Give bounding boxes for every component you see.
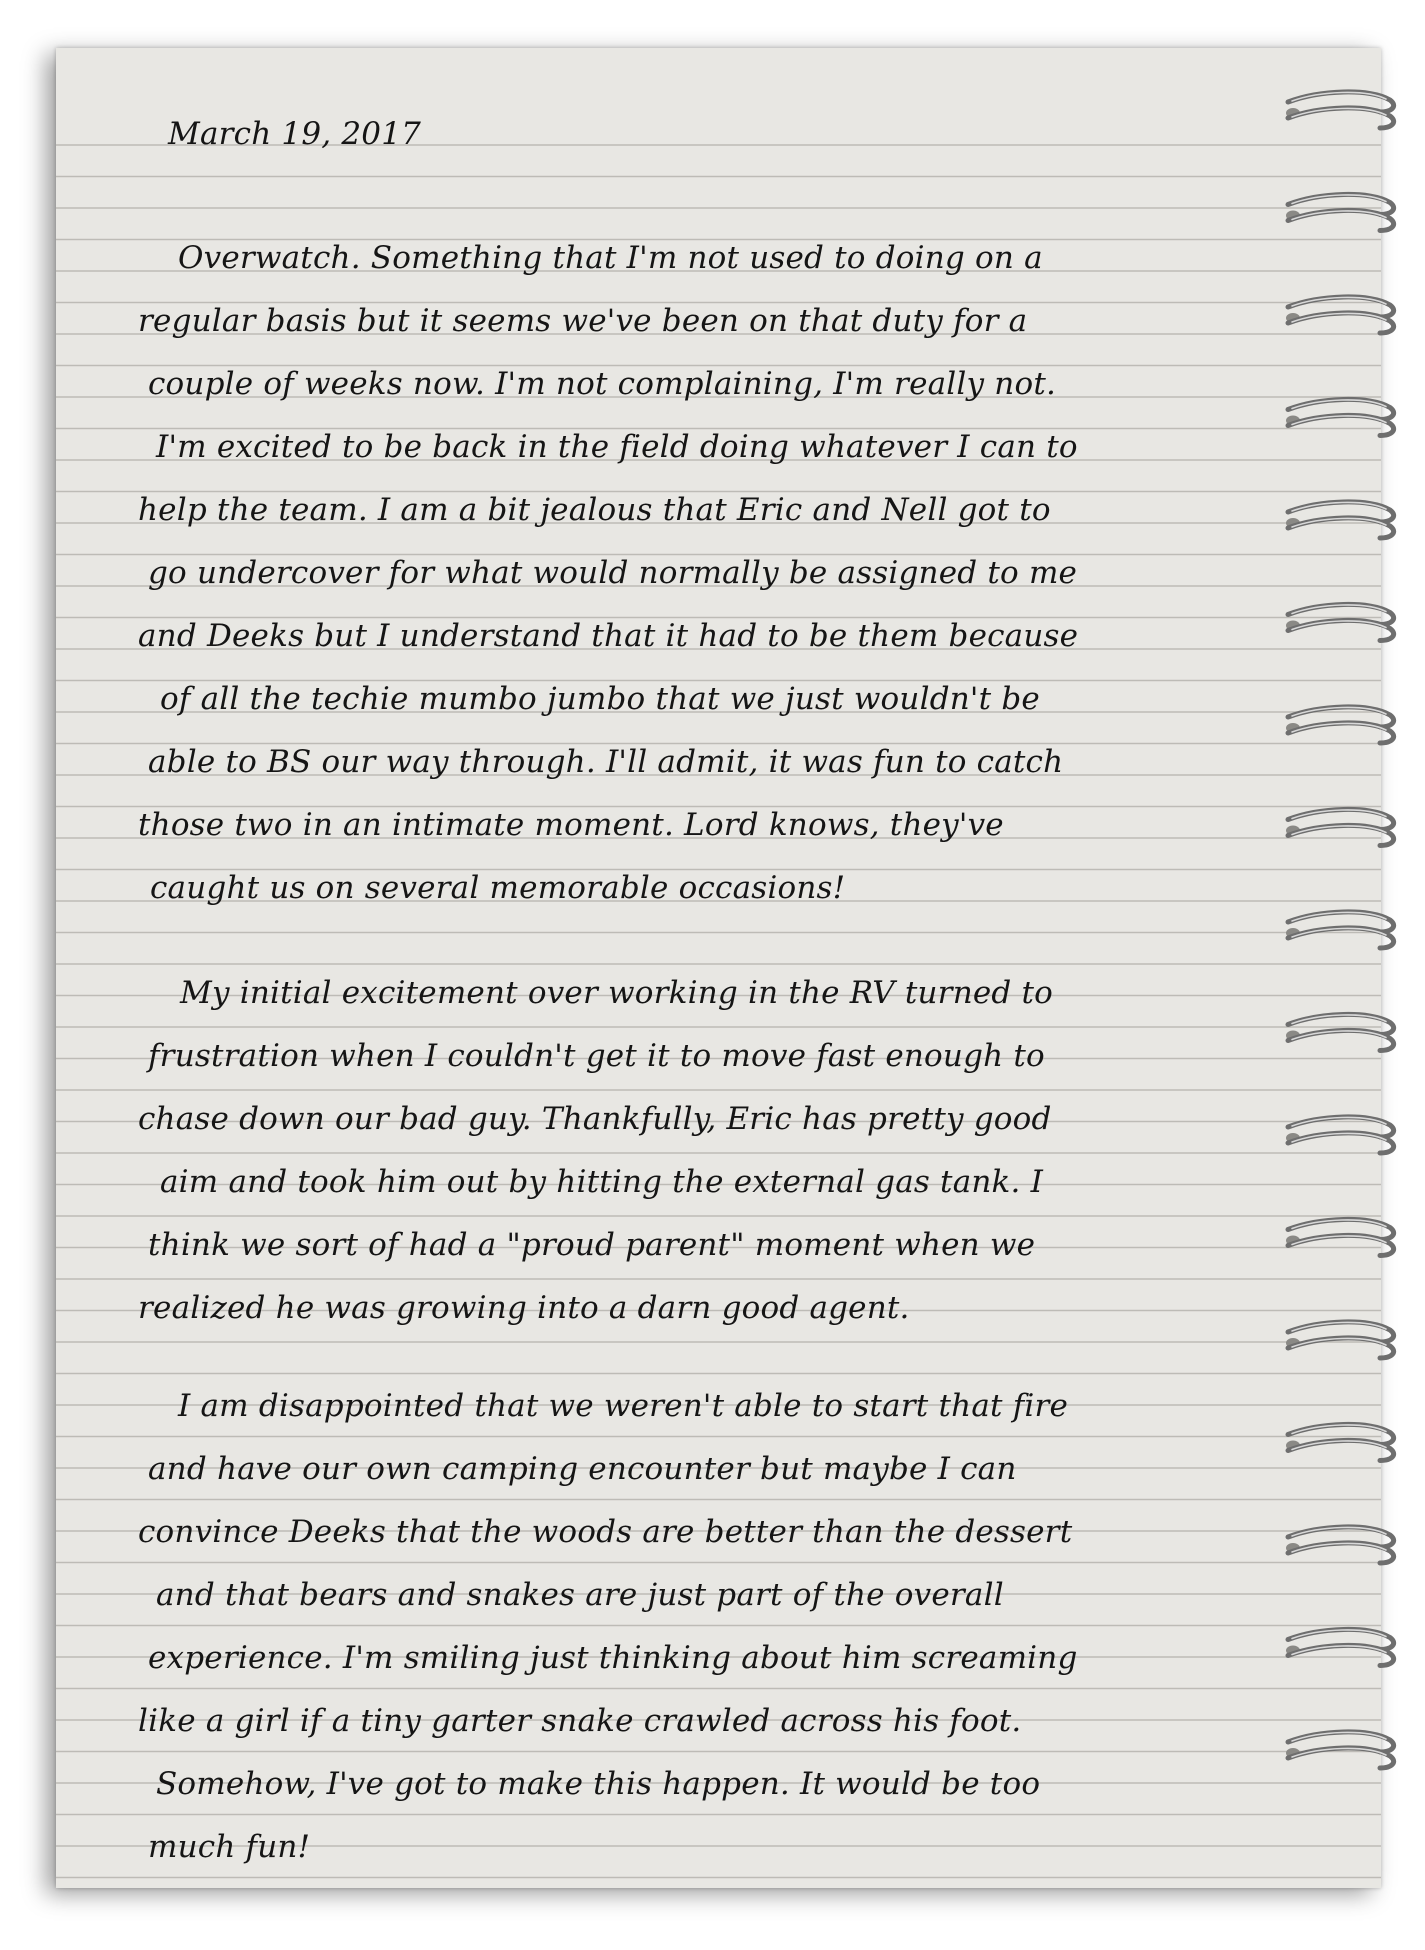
text-line: frustration when I couldn't get it to move fast enough to: [148, 1038, 1045, 1074]
text-line: My initial excitement over working in the RV turned to: [180, 975, 1054, 1011]
text-line: chase down our bad guy. Thankfully, Eric has pretty good: [138, 1101, 1052, 1137]
text-line: and Deeks but I understand that it had to be them because: [138, 618, 1079, 654]
text-line: I am disappointed that we weren't able to start that fire: [178, 1388, 1069, 1424]
text-line: of all the techie mumbo jumbo that we just wouldn't be: [160, 681, 1040, 717]
text-line: realized he was growing into a darn good agent.: [138, 1290, 910, 1326]
text-line: and have our own camping encounter but maybe I can: [148, 1451, 1017, 1487]
text-line: like a girl if a tiny garter snake crawled across his foot.: [138, 1703, 1022, 1739]
journal-entry: [56, 48, 1381, 1888]
text-line: I'm excited to be back in the field doing whatever I can to: [156, 429, 1078, 465]
text-line: able to BS our way through. I'll admit, it was fun to catch: [148, 744, 1064, 780]
text-line: go undercover for what would normally be assigned to me: [148, 555, 1078, 591]
entry-date: March 19, 2017: [168, 116, 422, 152]
text-line: and that bears and snakes are just part of the overall: [156, 1577, 1004, 1613]
text-line: think we sort of had a "proud parent" moment when we: [148, 1227, 1036, 1263]
notebook-page: [56, 48, 1381, 1888]
text-line: convince Deeks that the woods are better than the dessert: [138, 1514, 1073, 1550]
text-line: caught us on several memorable occasions!: [150, 870, 846, 906]
text-line: those two in an intimate moment. Lord knows, they've: [138, 807, 1004, 843]
text-line: experience. I'm smiling just thinking about him screaming: [148, 1640, 1078, 1676]
text-line: regular basis but it seems we've been on that duty for a: [138, 303, 1028, 339]
text-line: much fun!: [148, 1829, 311, 1865]
text-line: aim and took him out by hitting the external gas tank. I: [160, 1164, 1044, 1200]
text-line: Overwatch. Something that I'm not used to doing on a: [178, 240, 1043, 276]
text-line: couple of weeks now. I'm not complaining, I'm really not.: [148, 366, 1057, 402]
text-line: Somehow, I've got to make this happen. It would be too: [156, 1766, 1041, 1802]
text-line: help the team. I am a bit jealous that Eric and Nell got to: [138, 492, 1051, 528]
